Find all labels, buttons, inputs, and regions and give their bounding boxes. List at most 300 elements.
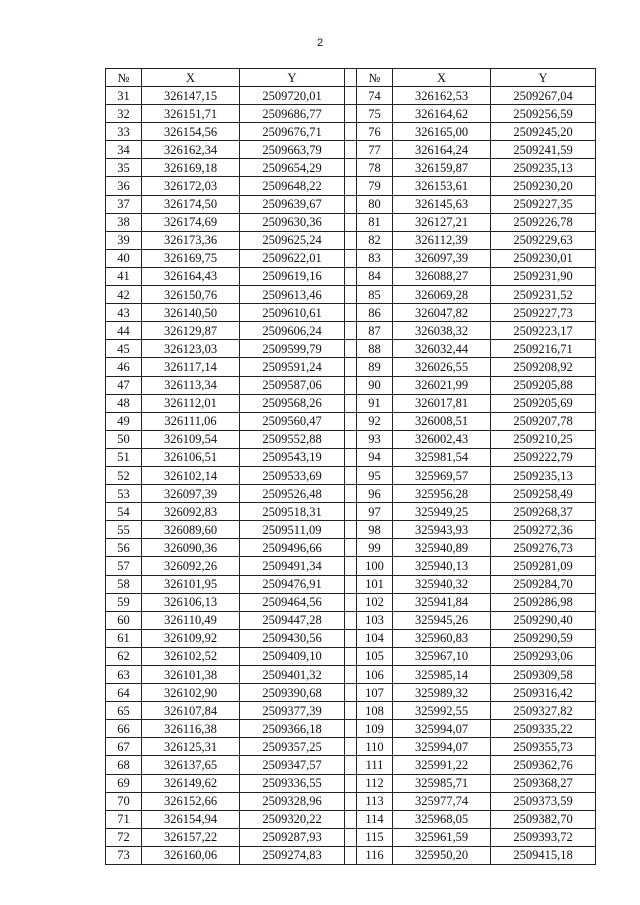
- table-row: [106, 557, 596, 575]
- coord-x-left: 326172,03: [142, 177, 240, 195]
- coord-x-right: 325981,54: [393, 448, 491, 466]
- point-number-left: 60: [106, 611, 142, 629]
- point-number-right: 79: [357, 177, 393, 195]
- table-row: [106, 231, 596, 249]
- coord-y-right: 2509229,63: [491, 231, 596, 249]
- column-gap: [345, 195, 357, 213]
- coord-y-right: 2509355,73: [491, 738, 596, 756]
- point-number-right: 114: [357, 810, 393, 828]
- point-number-right: 82: [357, 231, 393, 249]
- column-gap: [345, 177, 357, 195]
- table-row: [106, 702, 596, 720]
- coord-x-right: 326038,32: [393, 322, 491, 340]
- coord-y-left: 2509357,25: [240, 738, 345, 756]
- coord-x-right: 325945,26: [393, 611, 491, 629]
- coord-x-left: 326152,66: [142, 792, 240, 810]
- coord-x-right: 326032,44: [393, 340, 491, 358]
- point-number-right: 106: [357, 666, 393, 684]
- coord-y-right: 2509230,20: [491, 177, 596, 195]
- coord-y-right: 2509335,22: [491, 720, 596, 738]
- coord-y-left: 2509377,39: [240, 702, 345, 720]
- column-gap: [345, 720, 357, 738]
- table-row: [106, 720, 596, 738]
- coord-x-right: 326153,61: [393, 177, 491, 195]
- coord-x-right: 325956,28: [393, 485, 491, 503]
- column-gap: [345, 267, 357, 285]
- coord-y-right: 2509241,59: [491, 141, 596, 159]
- table-row: [106, 684, 596, 702]
- coord-x-left: 326106,13: [142, 593, 240, 611]
- table-row: [106, 448, 596, 466]
- column-gap: [345, 647, 357, 665]
- header-y-left: Y: [240, 69, 345, 87]
- coord-y-left: 2509630,36: [240, 213, 345, 231]
- point-number-right: 86: [357, 304, 393, 322]
- point-number-left: 43: [106, 304, 142, 322]
- column-gap: [345, 539, 357, 557]
- point-number-right: 85: [357, 286, 393, 304]
- point-number-right: 80: [357, 195, 393, 213]
- coord-y-right: 2509222,79: [491, 448, 596, 466]
- coord-y-left: 2509366,18: [240, 720, 345, 738]
- coord-x-left: 326106,51: [142, 448, 240, 466]
- coord-x-right: 326047,82: [393, 304, 491, 322]
- coord-y-left: 2509610,61: [240, 304, 345, 322]
- coord-y-left: 2509447,28: [240, 611, 345, 629]
- coord-y-right: 2509415,18: [491, 846, 596, 864]
- coord-x-right: 325940,32: [393, 575, 491, 593]
- coord-y-right: 2509245,20: [491, 123, 596, 141]
- point-number-left: 40: [106, 249, 142, 267]
- column-gap: [345, 521, 357, 539]
- coord-x-left: 326117,14: [142, 358, 240, 376]
- coord-x-left: 326089,60: [142, 521, 240, 539]
- point-number-left: 42: [106, 286, 142, 304]
- column-gap: [345, 358, 357, 376]
- coord-y-right: 2509210,25: [491, 430, 596, 448]
- point-number-right: 111: [357, 756, 393, 774]
- coord-x-left: 326154,56: [142, 123, 240, 141]
- table-row: [106, 485, 596, 503]
- coordinates-table: [105, 68, 596, 865]
- point-number-right: 91: [357, 394, 393, 412]
- coord-x-right: 325961,59: [393, 828, 491, 846]
- table-row: [106, 213, 596, 231]
- coord-x-left: 326151,71: [142, 105, 240, 123]
- column-gap: [345, 629, 357, 647]
- column-gap: [345, 322, 357, 340]
- coord-y-left: 2509625,24: [240, 231, 345, 249]
- coord-y-left: 2509619,16: [240, 267, 345, 285]
- table-row: [106, 394, 596, 412]
- coord-y-right: 2509293,06: [491, 647, 596, 665]
- coord-x-right: 326164,24: [393, 141, 491, 159]
- table-row: [106, 267, 596, 285]
- table-row: [106, 666, 596, 684]
- point-number-right: 110: [357, 738, 393, 756]
- point-number-left: 70: [106, 792, 142, 810]
- point-number-left: 35: [106, 159, 142, 177]
- coord-x-left: 326169,18: [142, 159, 240, 177]
- coord-y-left: 2509622,01: [240, 249, 345, 267]
- coord-x-left: 326101,95: [142, 575, 240, 593]
- page-number: 2: [316, 37, 324, 49]
- column-gap: [345, 485, 357, 503]
- coord-y-right: 2509231,52: [491, 286, 596, 304]
- coord-x-right: 326145,63: [393, 195, 491, 213]
- coord-x-left: 326150,76: [142, 286, 240, 304]
- coord-y-right: 2509272,36: [491, 521, 596, 539]
- point-number-left: 48: [106, 394, 142, 412]
- column-gap: [345, 105, 357, 123]
- point-number-right: 109: [357, 720, 393, 738]
- point-number-right: 98: [357, 521, 393, 539]
- coord-x-left: 326123,03: [142, 340, 240, 358]
- coord-x-left: 326125,31: [142, 738, 240, 756]
- coord-x-left: 326102,90: [142, 684, 240, 702]
- coord-x-left: 326109,54: [142, 430, 240, 448]
- point-number-right: 95: [357, 466, 393, 484]
- coord-x-right: 325950,20: [393, 846, 491, 864]
- coord-y-left: 2509606,24: [240, 322, 345, 340]
- coord-y-left: 2509274,83: [240, 846, 345, 864]
- point-number-right: 92: [357, 412, 393, 430]
- header-x-right: X: [393, 69, 491, 87]
- coord-y-right: 2509267,04: [491, 87, 596, 105]
- column-gap: [345, 159, 357, 177]
- table-row: [106, 340, 596, 358]
- column-gap: [345, 684, 357, 702]
- column-gap: [345, 304, 357, 322]
- coord-x-left: 326109,92: [142, 629, 240, 647]
- table-row: [106, 322, 596, 340]
- point-number-right: 75: [357, 105, 393, 123]
- point-number-right: 115: [357, 828, 393, 846]
- header-num-left: №: [106, 69, 142, 87]
- coord-y-right: 2509268,37: [491, 503, 596, 521]
- coord-x-right: 325967,10: [393, 647, 491, 665]
- coord-x-right: 326002,43: [393, 430, 491, 448]
- coord-x-left: 326116,38: [142, 720, 240, 738]
- coord-x-right: 326159,87: [393, 159, 491, 177]
- column-gap: [345, 448, 357, 466]
- coord-x-left: 326157,22: [142, 828, 240, 846]
- coord-x-left: 326149,62: [142, 774, 240, 792]
- table-row: [106, 647, 596, 665]
- table-row: [106, 521, 596, 539]
- coord-x-right: 326088,27: [393, 267, 491, 285]
- point-number-left: 54: [106, 503, 142, 521]
- table-row: [106, 575, 596, 593]
- point-number-left: 45: [106, 340, 142, 358]
- coord-y-left: 2509464,56: [240, 593, 345, 611]
- column-gap: [345, 557, 357, 575]
- coord-y-right: 2509327,82: [491, 702, 596, 720]
- table-row: [106, 810, 596, 828]
- point-number-left: 66: [106, 720, 142, 738]
- column-gap: [345, 376, 357, 394]
- coord-x-right: 325941,84: [393, 593, 491, 611]
- point-number-left: 36: [106, 177, 142, 195]
- coord-x-left: 326174,69: [142, 213, 240, 231]
- coord-x-right: 325994,07: [393, 738, 491, 756]
- coord-x-left: 326102,52: [142, 647, 240, 665]
- coord-y-left: 2509720,01: [240, 87, 345, 105]
- coord-y-left: 2509430,56: [240, 629, 345, 647]
- column-gap: [345, 466, 357, 484]
- coord-x-left: 326164,43: [142, 267, 240, 285]
- coord-y-right: 2509208,92: [491, 358, 596, 376]
- coord-y-right: 2509362,76: [491, 756, 596, 774]
- point-number-left: 38: [106, 213, 142, 231]
- table-row: [106, 430, 596, 448]
- coord-y-left: 2509686,77: [240, 105, 345, 123]
- coord-y-right: 2509373,59: [491, 792, 596, 810]
- table-row: [106, 466, 596, 484]
- coord-x-left: 326097,39: [142, 485, 240, 503]
- coord-y-right: 2509230,01: [491, 249, 596, 267]
- point-number-right: 102: [357, 593, 393, 611]
- point-number-right: 78: [357, 159, 393, 177]
- point-number-right: 97: [357, 503, 393, 521]
- point-number-right: 93: [357, 430, 393, 448]
- coord-x-right: 325985,71: [393, 774, 491, 792]
- table-row: [106, 358, 596, 376]
- point-number-left: 51: [106, 448, 142, 466]
- point-number-right: 88: [357, 340, 393, 358]
- column-gap: [345, 611, 357, 629]
- point-number-left: 50: [106, 430, 142, 448]
- coord-x-right: 326127,21: [393, 213, 491, 231]
- table-row: [106, 376, 596, 394]
- coord-x-left: 326090,36: [142, 539, 240, 557]
- column-gap: [345, 412, 357, 430]
- column-gap: [345, 774, 357, 792]
- coord-x-right: 325992,55: [393, 702, 491, 720]
- coord-y-left: 2509676,71: [240, 123, 345, 141]
- coord-x-right: 325940,89: [393, 539, 491, 557]
- coord-x-right: 325969,57: [393, 466, 491, 484]
- coord-x-right: 325989,32: [393, 684, 491, 702]
- coord-y-left: 2509599,79: [240, 340, 345, 358]
- coord-y-left: 2509401,32: [240, 666, 345, 684]
- point-number-left: 31: [106, 87, 142, 105]
- point-number-left: 62: [106, 647, 142, 665]
- coord-y-right: 2509227,35: [491, 195, 596, 213]
- point-number-left: 56: [106, 539, 142, 557]
- coord-y-left: 2509533,69: [240, 466, 345, 484]
- column-gap: [345, 249, 357, 267]
- column-gap: [345, 394, 357, 412]
- table-row: [106, 503, 596, 521]
- table-row: [106, 123, 596, 141]
- coord-y-right: 2509290,59: [491, 629, 596, 647]
- point-number-right: 104: [357, 629, 393, 647]
- coord-y-right: 2509393,72: [491, 828, 596, 846]
- column-gap: [345, 738, 357, 756]
- point-number-left: 69: [106, 774, 142, 792]
- coord-y-right: 2509216,71: [491, 340, 596, 358]
- coord-y-left: 2509654,29: [240, 159, 345, 177]
- coord-y-left: 2509476,91: [240, 575, 345, 593]
- table-row: [106, 629, 596, 647]
- point-number-left: 72: [106, 828, 142, 846]
- header-num-right: №: [357, 69, 393, 87]
- coord-x-left: 326112,01: [142, 394, 240, 412]
- coord-x-left: 326154,94: [142, 810, 240, 828]
- coord-x-right: 325985,14: [393, 666, 491, 684]
- point-number-right: 108: [357, 702, 393, 720]
- point-number-right: 74: [357, 87, 393, 105]
- coord-y-right: 2509205,88: [491, 376, 596, 394]
- coord-y-right: 2509207,78: [491, 412, 596, 430]
- coord-y-left: 2509560,47: [240, 412, 345, 430]
- table-row: [106, 177, 596, 195]
- point-number-left: 41: [106, 267, 142, 285]
- table-row: [106, 539, 596, 557]
- table-row: [106, 828, 596, 846]
- coord-x-left: 326169,75: [142, 249, 240, 267]
- point-number-left: 61: [106, 629, 142, 647]
- point-number-right: 96: [357, 485, 393, 503]
- point-number-left: 71: [106, 810, 142, 828]
- column-gap: [345, 231, 357, 249]
- coord-y-right: 2509281,09: [491, 557, 596, 575]
- column-gap: [345, 593, 357, 611]
- table-row: [106, 249, 596, 267]
- coord-x-right: 325943,93: [393, 521, 491, 539]
- point-number-left: 39: [106, 231, 142, 249]
- coord-y-left: 2509390,68: [240, 684, 345, 702]
- point-number-left: 68: [106, 756, 142, 774]
- point-number-left: 47: [106, 376, 142, 394]
- point-number-right: 107: [357, 684, 393, 702]
- point-number-right: 113: [357, 792, 393, 810]
- point-number-left: 53: [106, 485, 142, 503]
- coord-x-left: 326102,14: [142, 466, 240, 484]
- point-number-left: 67: [106, 738, 142, 756]
- point-number-left: 64: [106, 684, 142, 702]
- coord-y-right: 2509205,69: [491, 394, 596, 412]
- coord-x-left: 326111,06: [142, 412, 240, 430]
- column-gap: [345, 846, 357, 864]
- point-number-right: 112: [357, 774, 393, 792]
- column-gap: [345, 792, 357, 810]
- coord-y-left: 2509587,06: [240, 376, 345, 394]
- point-number-right: 81: [357, 213, 393, 231]
- coord-y-left: 2509526,48: [240, 485, 345, 503]
- point-number-right: 87: [357, 322, 393, 340]
- column-gap: [345, 123, 357, 141]
- point-number-left: 44: [106, 322, 142, 340]
- coord-x-left: 326129,87: [142, 322, 240, 340]
- point-number-left: 58: [106, 575, 142, 593]
- point-number-left: 57: [106, 557, 142, 575]
- coord-x-left: 326113,34: [142, 376, 240, 394]
- table-row: [106, 738, 596, 756]
- column-gap: [345, 828, 357, 846]
- coord-x-right: 325949,25: [393, 503, 491, 521]
- coord-x-right: 326069,28: [393, 286, 491, 304]
- point-number-left: 55: [106, 521, 142, 539]
- header-y-right: Y: [491, 69, 596, 87]
- point-number-right: 90: [357, 376, 393, 394]
- coord-y-right: 2509223,17: [491, 322, 596, 340]
- table-row: [106, 159, 596, 177]
- coord-x-right: 326097,39: [393, 249, 491, 267]
- coord-x-right: 325994,07: [393, 720, 491, 738]
- table-row: [106, 304, 596, 322]
- coord-y-left: 2509639,67: [240, 195, 345, 213]
- coord-y-left: 2509648,22: [240, 177, 345, 195]
- coord-x-right: 325968,05: [393, 810, 491, 828]
- coord-y-left: 2509409,10: [240, 647, 345, 665]
- coord-y-left: 2509491,34: [240, 557, 345, 575]
- coord-y-left: 2509613,46: [240, 286, 345, 304]
- table-header-row: [106, 69, 596, 87]
- point-number-right: 99: [357, 539, 393, 557]
- coord-y-left: 2509543,19: [240, 448, 345, 466]
- coord-y-left: 2509591,24: [240, 358, 345, 376]
- coord-y-right: 2509235,13: [491, 466, 596, 484]
- coord-x-left: 326092,83: [142, 503, 240, 521]
- coord-y-right: 2509258,49: [491, 485, 596, 503]
- coord-x-left: 326173,36: [142, 231, 240, 249]
- table-row: [106, 792, 596, 810]
- coord-x-right: 326008,51: [393, 412, 491, 430]
- coord-y-left: 2509347,57: [240, 756, 345, 774]
- coord-x-right: 326165,00: [393, 123, 491, 141]
- point-number-right: 83: [357, 249, 393, 267]
- coord-y-right: 2509256,59: [491, 105, 596, 123]
- point-number-left: 32: [106, 105, 142, 123]
- coord-x-right: 326162,53: [393, 87, 491, 105]
- table-row: [106, 105, 596, 123]
- column-gap: [345, 69, 357, 87]
- coord-x-left: 326107,84: [142, 702, 240, 720]
- table-row: [106, 195, 596, 213]
- coord-y-right: 2509309,58: [491, 666, 596, 684]
- coord-x-left: 326147,15: [142, 87, 240, 105]
- coord-y-left: 2509320,22: [240, 810, 345, 828]
- table-row: [106, 846, 596, 864]
- point-number-right: 94: [357, 448, 393, 466]
- column-gap: [345, 213, 357, 231]
- point-number-left: 63: [106, 666, 142, 684]
- coord-y-right: 2509382,70: [491, 810, 596, 828]
- point-number-right: 116: [357, 846, 393, 864]
- coord-y-left: 2509328,96: [240, 792, 345, 810]
- column-gap: [345, 702, 357, 720]
- header-x-left: X: [142, 69, 240, 87]
- coord-y-right: 2509284,70: [491, 575, 596, 593]
- coord-x-right: 325991,22: [393, 756, 491, 774]
- column-gap: [345, 503, 357, 521]
- point-number-right: 100: [357, 557, 393, 575]
- point-number-right: 89: [357, 358, 393, 376]
- point-number-left: 33: [106, 123, 142, 141]
- coord-x-right: 326021,99: [393, 376, 491, 394]
- coord-x-right: 325977,74: [393, 792, 491, 810]
- table-row: [106, 141, 596, 159]
- table-row: [106, 87, 596, 105]
- coord-x-right: 326017,81: [393, 394, 491, 412]
- coord-y-left: 2509663,79: [240, 141, 345, 159]
- point-number-right: 103: [357, 611, 393, 629]
- coord-y-left: 2509496,66: [240, 539, 345, 557]
- point-number-left: 34: [106, 141, 142, 159]
- coord-x-left: 326162,34: [142, 141, 240, 159]
